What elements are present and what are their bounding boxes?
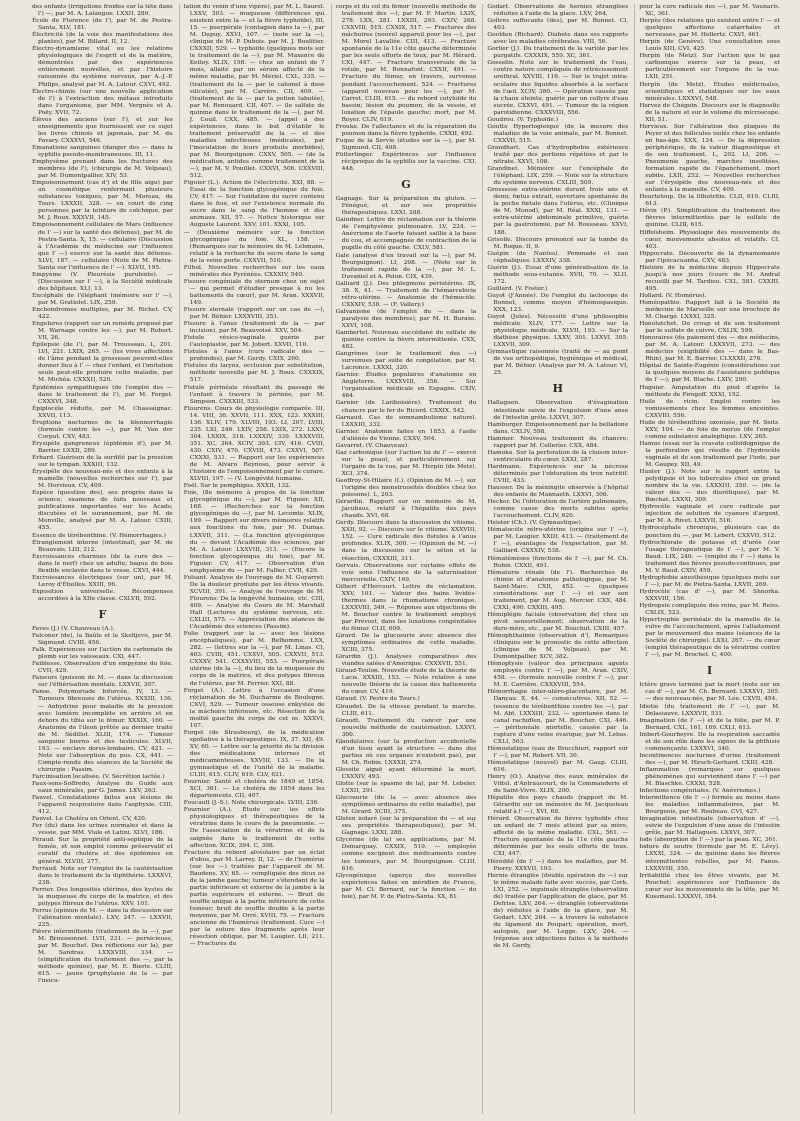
index-entry: Hydropsie compliquée des reins, par M. Reiss. CXLIX, 523. (639, 602, 780, 617)
index-entry: Imbert-Gourbeyre. De la respiration saccadée et de son rôle dans les signes de la phthisie commençante. LXXXVI, 340. (639, 731, 780, 752)
index-entry: Falconer (de), la Baûle et le Skelljevo, par M. Sigmund. CVIII, 456. (32, 633, 173, 647)
index-entry: Huile de térébenthine ozonisée, par M. Seitz. XXV, 104. — de foie de morue (de l'emploi comme substance analeptique. LXV, 265. (639, 419, 780, 440)
index-entry: Empoisonnement cellulaire de Mars (influence de l' —) sur la santé des détenus), par M. de Pestra-Santa. X, 15. — cellulaire (Discussion à l'Académie de médecine sur l'influence que l' —) exerce sur la santé des détenus. XLVI, 187. — cellulaire (Note de M. Pietra-Santa sur l'influence de l' —). XLVII, 195. (32, 222, 173, 271)
index-entry: Goudrou. (V. Typhoïde.) (487, 116, 559, 123)
index-entry: Huile de ricin. Emploi contre les vomissements chez les femmes enceintes. CXXVIII, 556. (639, 398, 780, 419)
index-entry: Hémophthalmie (observation d'), Remarques cliniques sur le pronostic de cette affection (clinique de M. Velpeau), par M. Dumontpallier. XCV, 382. (487, 633, 629, 661)
index-entry: Grandhart. Cas d'hydrophobie extérieure traité par des portions répétées et par le nitrate. XXVI, 108. (487, 144, 629, 166)
index-entry: Hydrocèle vaginale et cure radicale par injection de solution de cyanure d'argent, par M. A. Rivet. LXXVII, 516. (639, 504, 780, 525)
index-entry: Fistule vésico-vaginale guérie par l'autoplastie, par M. Jobert. XXVII, 110. (183, 335, 325, 349)
index-column (331, 4, 477, 1114)
index-entry: Hépatite des pays chauds (rapport de M. Gérardin sur un mémoire de M. Jacqueleau relatif à l' —), XVI, 68. (487, 795, 629, 816)
index-entry: Fauvel. Le Choléra en Orient. CV, 420. (32, 816, 147, 823)
index-entry: pour la cure radicale des —), par M. Vaunaris. XC, 361. (639, 4, 780, 18)
index-entry: Irritabilité chez les êtres vivants, par M. Pouchet; expériences sur l'influence du cœur sur les mouvements de la tête, par M. Kussmaul. LXXXVI, 384. (639, 872, 780, 900)
index-entry: Hausser. De la méningite observée à l'hôpital des enfants de Mannaeth. LXXVI, 306. (487, 485, 629, 499)
index-entry: Guérin (J.). Essai d'une généralisation de la méthode sous-cutanée. XVII, 70. — XLII, 172. (487, 264, 629, 285)
index-entry: Hôpital de Sainte-Eugénie (considérations sur la quelques moyens de l'assistance publique de l' —), par M. Blache. LXIV, 290. (639, 363, 780, 384)
index-entry: Homéopathie. Rapport fait à la Société de médecine de Marseille sur une brochure de M. Chargé. LXXXI, 325. (639, 299, 780, 321)
index-entry: Fièvre intermittente (traitement de la —), par M. Broussonnet. LVII, 231. — pernicieuse, par M. Bouchet. Des réflexions sur la), par M. Sandras. LXXXVIII, 334. — (simplification du traitement des —, par la méthode quinine), par M. E. Bierie. CLIII, 615. — jaune (prophylaxie de la — par l'inocu- (32, 929, 173, 985)
index-entry: Glossite aiguë ayant déterminé la mort. CXXXIV, 493. (335, 766, 477, 780)
index-entry: Garnaud. Cas de somnambulisme naturel. LXXXIII, 332. (335, 414, 477, 428)
index-entry: Glycogénique (aperçu des nouvelles expériences faites en méridien de France, par M. Cl. Bernard, sur la fonction — du foie), par M. P. de Pietra-Santa. XX, 81. (335, 872, 477, 900)
index-entry: Fistules du larynx, occlusion par substitution, méthode nouvelle par M. J. Roux. CXXXIX, 517. (183, 363, 325, 384)
index-entry: Hecker. De l'obturation de l'artère pulmonaire, comme cause des morts subites après l'accouchement. CLIV, 620. (487, 499, 629, 520)
index-entry: Féraud. Sur la propriété anti-septique de la fumée, et son emploi comme préservatif et curatif du choléra et des épidémies en général. XLVIII, 277. (32, 837, 173, 865)
index-entry: Hydrocéphale chronique, plusieurs cas de ponction du —, par M. Lebert. CXXVII, 512. (639, 525, 780, 539)
index-entry: Encéphale de l'éléphant (mémoire sur l' —), par M. Gratiolet. LIX, 259. (32, 292, 173, 306)
index-entry: Grisolle. Discours prononcé sur la tombe de M. Roque. II, 9. (487, 236, 629, 250)
index-entry: Excroissances charnues (de la cure des — dans le nerf) chez un adulte; bague de bois flexible enclavée dans le vesse. CXVI, 444. (32, 553, 173, 574)
index-entry: Giraudet. De la vitesse pendant la marche. CLIII, 611. (335, 703, 477, 717)
index-entry: Hémoptysie (valeur des principaux agents employés contre l' —), par M. Aran. CXIV, 458. — (formule nouvelle contre l' —), par M. E. Carrière. CXXXVIII, 554. (487, 661, 629, 689)
index-entry: Hunter (J.). Note sur le rapport entre la polydipsie et les tubercules chez un grand nombre de la vie. LXXXIII, 350. — (de la valeur des — des diurétiques), par M. Bœchat. LXXXI, 309. (639, 469, 780, 504)
index-entry: Henry (O.). Analyse des eaux minérales de Vittel. d'Antraucourt, de la Commanderie et du Saint-Vivre. XLIX, 200. (487, 773, 629, 795)
index-entry: Frouke. De l'allectance et de la réparation du poumon dans la fièvre typhoïde. CXXII, 492. (335, 123, 477, 137)
index-entry: Foucault (J.-S.). Note chirurgicale. LVIII, 236. (183, 800, 320, 807)
index-entry: Électricité (de la voie des manifestations des plantes), par M. Billard. II, 12. (32, 32, 173, 46)
index-entry: Fracture du rebord alvéolaire par un éclat d'obus, par M. Larrey. II, 12. — de l'humérus (sur les —) traitées par l'appareil de M. Baudens. XV, 65. — compliquée des deux os de la jambe gauche; tumeur s'étendant de la partie inférieure et externe de la jambe à la partie supérieure et externe. — Bruit de souffle unique à la partie inférieure de cette tumeur; bruit de souffle double à la partie moyenne, par M. Orré. XVIII, 75. — Fracture ancienne de l'humérus (traitement. Cure —) par la suture des fragments après leur résection oblique, par M. Laugier. LII, 211. — Fractures du (183, 849, 325, 948)
index-entry: Flourens. Cours de physiologie comparée. III, 14. VIII, 36. XXVII, 111. XXX, 123. XXXIII, 136. XLIV, 179. XLVIII, 193. LI, 207. LVIII, 235. LXI, 246. LXIV, 258. LXIX, 272. LXXV, 304. LXXIX, 318. LXXXIV, 339. LXXXVIII, 351. XC, 364. XCIV, 393. CIV, 416. CVIII, 430. CXIV, 470. CXVIII, 473. CXXVI, 507. CXXXI, 531. — Rapport sur les expériences de M. Alvaro Reynoso, pour servir à l'histoire de l'empoisonnement par le curare. XLVIII, 197. — (V. Longévité humaine. (183, 405, 325, 483)
index-column (179, 4, 325, 1114)
index-entry: Essence de térébenthine. (V. Hémorrhagies.) (32, 532, 166, 539)
index-entry: Geoffroy-St-Hilaire (I.). (Opinion de M. —), sur l'origine des monstruosités doubles chez les poissons). L, 203. (335, 478, 477, 499)
index-entry: Hardmann. Expériences sur la nécrose déterminée par l'obturation du tron nutritif. CVIII, 433. (487, 463, 629, 484)
index-entry: Hémostatique (eau de Brocchieri, rapport sur l' —), par M. Robert. VII, 30. (487, 745, 629, 759)
index-entry: Éruptions nocturnes de la blennorrhagie (formule contre les —), par M. Van der Corput. CXV, 483. (32, 419, 173, 440)
index-entry: Filhol. Nouvelles recherches sur les eaux minérales des Pyrénées. CXXXIV, 540. (183, 264, 325, 278)
index-entry: Espèce (question des), ses progrès dans la science; examens de faits nouveaux et publications importantes sur les Acads; discutées et le surannement, par M. de Monville, analysé par M. A. Latour. CXIII, 455. (32, 490, 173, 532)
index-entry: Gambertel. Nouveau succédané du sulfate de quinine contre la fièvre intermittente. CXX, 482. (335, 330, 477, 351)
index-entry: Guyot (J'Année). De l'emploi du laclocope de Bonnet, comme moyen d'hémospasique. XXX, 123. (487, 292, 629, 314)
index-entry: Gilbert d'Hercourt. Lettre de réclamation. XXV, 101. — Valeur des bains lividés-thermes dans le rhumatisme chronique. LXXXVIII, 349. — Réponse aux objections de M. Boucher contre le traitement employé par Prévost, dans les luxations congénitales du fémur. CLII, 609. (335, 583, 477, 632)
index-entry: Électro-dynamisme vital ou les relations physiologiques de l'esprit et de la matière, démontrées par des expériences entièrement nouvelles, et par l'histoire raisonnée du système nerveux, par A.-J.-P. Philips, analysé par M. A. Latour. CXVI, 492. (32, 46, 173, 88)
index-entry: Incontinences nocturnes d'urine (traitement des —), par M. Hirsch-Gerhard. CXIII, 428. (639, 752, 780, 766)
index-entry: Forget (A.). Lettre à l'occasion d'une réclamation de M. Ducharme de Boulogne. CXVI, 529. — Tumeur osseuse enkystée de la mâchoire inférieure, etc. Résection de la moitié gauche du corps de cet os. XXXVI, 107. (183, 687, 325, 729)
index-entry: Histoire de la médecine depuis Hippocrate jusqu'à nos jours (cours de M. Andral recueilli par M. Tardieu. CXL, 581. CXXIII, 495. (639, 264, 780, 292)
index-entry: Hernie étranglée (double opération de —) sur le même malade faite avec succès, par Cork. LXI, 252. — inguinale étranglée (observation de) traitée par l'application de glace, par M. Defrise. LXV, 264. — étranglée (observations de) réduites à l'aide de la glace, par M. Godart. LXV, 264. — à travers la substance du ligament de Poupart; opération, mort, autopsie, par M. Legge. LXV, 264. — (réponse aux objections faites à la méthode de M. Gerdy, (487, 872, 629, 950)
index-entry: Ictère grave terminé par la mort (note sur un cas d' —), par M. Ch. Bernard. LXXXVI, 305. — des nouveau-nés, par M. Lée. CXVII, 454. (639, 682, 780, 703)
index-entry: Heister (Ch.). (V. Gymnastique). (487, 520, 583, 527)
index-entry: Guyot (Jules). Nécessité d'une philosophie médicale. XLIV, 177. — Lettre sur la physiologie médicale. XLVII, 193. — Sur la diathèse physique. LXXV, 301. LXXVI, 305. LXXVII, 309. (487, 314, 629, 349)
index-entry: Hypertrophie perinéale de la mamelle de la vulve de l'accouchement, après l'allaitement par le mouvement des mains (séances de la Société de chirurgie). LXXI, 267. — du cœur (emploi thérapeutique de la vératrine contre l' —), par M. Brochet. C, 400. (639, 617, 780, 659)
index-entry: Huguier. Amputation du pied d'après la méthode de Pirogoff. XXXI, 152. (639, 384, 780, 398)
index-entry: Empyème (V. Pleurésie purulente). — (Discussion sur l' —), à la Société médicale des hôpitaux. XLI, 13. (32, 271, 173, 292)
index-entry: Gérardin. Rapport sur un mémoire de M. Jacubaus, relatif à l'hépatite des pays chauds. XVI, 68. (335, 499, 477, 520)
index-entry: Faiseurs (poisson de M. — dans la discussion sur l'éthérisation mentale. LXXVII, 307. (32, 675, 173, 689)
index-entry: — (Deuxième mémoire sur la fonction glycogénique du foie. XL, 158. — (Remarques sur le mémoire de M. Lehmann, relatif à la recherche du sucre dans le sang de la veine porte. CXXVII, 510. (183, 229, 325, 264)
index-entry: Grossesse extra-utérine durant trois ans et demi; fœtus extrait, ouverture spontanée de la poche fœtale dans l'utérus, etc. (Clinique de M. Monod), par M. Réal. XXXI, 131. — extra-utérine abdominale primitive, guérie par la gastrotomie, par M. Rousseau. XXVI, 188. (487, 187, 629, 236)
index-entry: Goutte Hyperlogieique (de la mesure des maladies de la voie animale, par M. Bonnet. CXXVII, 515. (487, 123, 629, 144)
index-entry: Foël. Sur le pemphigus. XXXII, 132. (183, 483, 291, 490)
index-entry: Hématémèses (fonctions de l' —), par M. Ch. Robin. CXXII, 491. (487, 555, 629, 569)
index-entry: Hamburger. Empoisonnement par la belladone dans. CXLIV, 598. (487, 421, 629, 435)
index-entry: Fauvel. Constatations faites aux lésions de l'appareil respiratoire dans l'asphyxie. CIII, 412. (32, 795, 173, 816)
index-entry: Hiffelsheim. Physiologie des mouvements du cœur, mouvements absolus et relatifs. CI, 403. (639, 229, 780, 250)
index-entry: Hémiplégie faciale (observation de) chez un pivot sensoriellement; observation de la dure-mère, etc., par M. Bouchut. CXIII, 457. (487, 611, 629, 632)
index-entry: Épilepsie (de l'), par M. Trousseau. L, 201. LVI, 221. LXIX, 265. — (les vives affections de l'âme pendant la grossesse peuvent-elles donner lieu à l' — chez l'enfant, et l'imitation seule peut-elle produire cette maladie, par M. Michéa. CXXXII, 520. (32, 342, 173, 384)
index-entry: Ferraud. Note sur l'emploi de la cautérisation dans le traitement de la diphthérie. LXXXVI, 238. (32, 865, 173, 886)
index-entry: Guillard. (V. Foster.) (487, 285, 548, 292)
index-entry: Herpin (de Metz). Études médicinales, scientifiques et statistiques sur les eaux minérales. LXXXVI, 548. (639, 81, 780, 102)
index-column (634, 4, 780, 1114)
index-entry: Ferrier. Des longosités utérines, des kystes de la muqueuse du corps de la matrice, et des polypes fibreux de l'utérus. XXV, 101. (32, 886, 173, 907)
index-column (482, 4, 628, 1114)
index-entry: Gluten iodaré (sur la préparation du — et sur ses propriétés thérapeutiques), par M. Gagnage. LXXI, 288. (335, 816, 477, 837)
index-entry: Garnier (de Lariboisière). Traitement du chancre par le fer de Ricord. CXXIX, 542. (335, 400, 477, 414)
index-entry: Hydrocèle (cas d' —), par M. Shnorka. XXXVIII, 156. (639, 588, 780, 602)
index-entry: Imagination (de l' —) et de la folie, par M. P. Bernard. CXL, 161, 169. CXLI, 613. (639, 717, 780, 731)
index-entry: Faux-sens-Soffredo, Analyse du Guide aux eaux minérales, par G. James. LXV, 263. (32, 781, 173, 795)
index-entry: Gorlier (J.). Du traitement de la variole par les purgatifs. CXXXIX, 559. XC, 361. (487, 46, 629, 60)
index-entry: Hémostatique (nouvel) par M. Gaup. CLIII, 616. (487, 759, 629, 773)
index-entry: Gaindner. Lettre de réclamation sur la théorie de l'emphysème pulmonaire. LV, 224. — Anévrisme de l'aorte faisant saillie à la base du cou, et accompagnée de contraction de la pupille du côté gauche. CXLV, 581. (335, 217, 477, 252)
index-entry: Glucosurie (de la — avec absence des symptômes ordinaires de cette maladie), par M. Girard. XCIII, 375. (335, 795, 477, 816)
section-letter: G (401, 178, 411, 192)
index-entry: Heurteloup. De la lithotritie. CLII, 610. CLIII, 613. (639, 194, 780, 208)
index-entry: Girard. De la glucosurie avec absence des symptômes ordinaires de cette maladie. XCIII, 375. (335, 633, 477, 654)
index-entry: Excroissances électriques (sur un), par M. Leroy d'Étiolles. XXIII, 96. (32, 574, 173, 588)
index-entry: Fournier. Santé et choléra de 1849 et 1854. XCI, 361. — Le choléra de 1854 dans les départements. CII, 407. (183, 779, 325, 800)
section-letter: H (552, 382, 563, 396)
index-entry: Fissure à l'anus (traitement de la — par incision), par M. Beauvoisé. XXV, 504. (183, 321, 325, 335)
index-entry: Grandinet. Mémoire sur l'encéphale de l'éléphant. LIX, 259. — Note sur la structure du système nerveux. CXLIII, 509. (487, 166, 629, 187)
index-entry: Glotte (sur le spasme de la), par M. Lebeler. LXXII, 291. (335, 781, 477, 795)
index-entry: Empoisonnement (cas d') et de fille aigu) par un cosmétique renfermant plusieurs substances toxiques, par M. Moreau, de Tours. LXXXII, 328. — en court de cinq personnes par la teinture de colchique, par M. J. Roux. XXXVII, 145. (32, 180, 173, 222)
section-letter: F (98, 607, 107, 621)
index-entry: corps et du col du fémur (nouvelle méthode de traitement des —), par M. F. Martin. LXIX, 278. LXX, 281. LXXIII, 293. CXIV, 268. CXXVIII, 515. CXXIX, 517. — Fractures des mâchoires (nouvel appareil pour les —), par M. Morel Lavallée. CIII, 413. — Fracture spontanée de la 11e côte gauche déterminée par les seuls efforts de toux, par M. Hérard. CXI, 447. — Fracture transversale de la rotule, par M. Bonnafont. CXXII, 491. — Fracture du fémur, en travers, survenue pendant l'accouchement. 524. — Fractures (appareil nouveau pour les —), par M. Carret. CLIII, 615. — du rebord cotyloïde du bassin; lésion du poumon, de la vessie, et luxation de l'épaule gauche; mort, par M. Royer. CLIV, 619. (335, 4, 477, 123)
index-entry: Fistules à l'anus (cure radicale des — profondes), par M. Gerdy. CXIX, 260. (183, 349, 325, 363)
index-entry: Herpès (des relations qui existent entre l' — et quelques affections catarrhales et nerveuses, par M. Hellertz. CXVI, 461. (639, 18, 780, 39)
index-entry: Hémorrhagie inter-utéro-placentaire, par M. Danyau. X, 44. — consécutives. XII, 52. — (essence de térébenthine contre les —), par M. Abt. LXXXIII, 232. — spontanée dans le canal rachidien, par M. Boucher. CXI, 446. — péritonéale mortelle, causée par la rupture d'une veine ovarique, par M. Lebas. CXLI, 563. (487, 689, 629, 745)
index-entry: Faves (J.) (V. Chauveau (A.). (32, 625, 115, 632)
index-entry: Gervais. Observations sur certains effets de voie sons l'influence de la saturnisation mercurielle. CXIV, 169. (335, 562, 477, 583)
index-entry: Hammer. Nouveau traitement du chancre; rapport par M. Cullerier. CXX, 484. (487, 435, 629, 449)
index-entry: Hallaguen. Observation d'évagination intestinale suivie de l'expulsion d'une anse de l'intestin grêle. LXXVI, 307. (487, 400, 629, 421)
index-entry: Fistule périnéale résultant du passage de l'enfant à travers le périnée, par M. Simpson. CXXXIII, 533. (183, 384, 325, 405)
index-entry: Garnier. Anatomie faites en 1853, à l'asile d'aliénés de Vienne. CXXV, 504. (335, 428, 477, 442)
index-entry: Hervieux. Sur l'altération des plaques de Peyer et des follicules isolés chez les enfants en bas-âge. XXX, 124. — De la dépression périphérique, de la valeur diagnostique et de son traitement. L, 202. LI, 206. — Pneumonie gauche, marches insolitées, formation rapide de l'épanchement, mort subite. LXII, 252. — Nouvelles recherches sur l'érysipèle des nouveau-nés et des enfants à la mamelle. CV, 409. (639, 123, 780, 194)
index-entry: Hérédité (de l' —) dans les maladies, par M. Piorry. XXXVII, 193. (487, 858, 629, 872)
index-entry: Fütterlinger. Expériences sur l'influence réciproque de la syphilis sur la vaccine. CXI, 448. (335, 151, 477, 173)
index-entry: Herpin (de Metz). Sur l'action que le gaz carbonique exerce sur la peau, et particulièrement sur l'organe de la vue. LXII, 251. (639, 53, 780, 81)
index-entry: Glandulaires (sur la production accidentelle d'un tissu ayant la structure — dans des parties où ces organes n'existent pas), par M. Ch. Robin. LXXXII, 274. (335, 738, 477, 766)
index-entry: Intermittence (de l' —) formée au moins dans les maladies inflammatoires, par M. Bourgeois, par M. Roubeau. CVI, 427. (639, 795, 780, 816)
index-entry: Inflammation (remarques sur quelques phénomènes qui surviennent dans l' —) par M. Blaschke. CXXXI, 528. (639, 766, 780, 788)
index-entry: Gavarret. (V. Chauveau). (335, 442, 410, 449)
index-entry: Erhard. Guérison de la surdité par la pression sur le tympan. XXXIII, 132. (32, 455, 173, 469)
index-entry: Exposition universelle. Récompenses accordées à la XIIe classe. CXLVII, 592. (32, 588, 173, 602)
index-entry: Étranglement interne (intestinal), par M. de Beauvais. LIII, 212. (32, 539, 173, 553)
index-entry: Emanations sanguines (danger des — dans la syphilis pseudo-membraneuses. III, 11. (32, 144, 173, 158)
index-entry: Iode (absorption de l' —) par la peau. XC, 361. (639, 837, 778, 844)
index-entry: Honoraires (du paiement des — des médecins, par M. A. Latour. LXXXVII, 273. — des médecins (exigibilité des — dans le Bas-Rhin), par M. E. Barrier. CLXXXII, 276. (639, 335, 780, 363)
index-entry: École de Florence (de l'), par M. de Pestra-Santa, XLV, 181. (32, 18, 173, 32)
index-entry: Fissure congéniale du sternum chez un sujet — qui permet d'étudier presque à nu les battements du cœur), par M. Aran. XXXVII, 149. (183, 278, 325, 306)
index-entry: Élèves des anciens (sur l'), et sur les enseignements que fournissent sur ce sujet les livres chinois et japonais, par M. du Pavary. CXXXVI, 546. (32, 116, 173, 144)
index-entry: Iodure de soufre (formule par M. E. Lévy). LXXXI, 324. — de quinine dans les fièvres intermittentes rebelles, par M. Fanos. LXXXVIII, 350. (639, 844, 780, 872)
index-entry: Garnier. Études populaires d'anatomie en Angleterre. LXXXVIII, 356. — Sur l'organisation médicale en Espagne. CXIV, 464. (335, 372, 477, 400)
index-entry: Fer (du) dans les urines normales et dans la vessie, par MM. Viale et Latini. XLVI, 186. (32, 823, 173, 837)
index-column (32, 4, 173, 1114)
index-entry: Hervez de Chégoin. Discours sur le diagnostic de la nature et sur le volume du microscope. XII, 51. (639, 102, 780, 123)
index-entry: Figuier (L.). Action de l'électricité. XXI, 88. — Essai de la fonction glycogénique du foie. CV, 417. — Sur l'ozidation du sucre contenu dans le foie, et sur l'existence normale du sucre dans le sang de l'homme et des animaux. XII, 57. — Notice historique sur Auguste Laurent. XXV, 101. XXXI, 105. (183, 180, 325, 229)
section-letter: I (707, 664, 713, 678)
index-entry: Hippocrate. Découverte de la dynamomanie par l'ipécacuanha. CXV, 483. (639, 250, 780, 264)
index-entry: Gerdy. Discours dans la discussion du vitisme. XXII, 92. — Discours sur le vitisme. XXXVIII, 152. — Cure radicale des fistules à l'anus profondes. XLIX, 300. — (Opinion de M. —) dans la discussion sur le séton et la résection, CXXXIII, 311. (335, 520, 477, 562)
index-entry: Giraudt. Traitement du cancer par une nouvelle méthode de cautérisation. LXXVI, 300. (335, 717, 477, 738)
index-entry: Glycérine (de la) ses applications, par M. Demarquay. CXXIX, 519. — employée comme excipient des médicaments contre les tumeurs, par M. Bourguignon. CLIII, 616. (335, 837, 477, 872)
index-entry: Idiotie (du traitement de l' —), par M. Delasiauve. LXXXVII, 531. (639, 703, 780, 717)
index-entry: Faiblesse. Observation d'un empyème du foie. CVII, 429. (32, 661, 173, 675)
index-entry: Guépin (de Nantes). Pommade et eau céphaliques. LXXXIV, 338. (487, 250, 629, 264)
index-entry: des enfants (irrigations froides sur la tête dans l') —, par M. A. Lalangue. LXXII, 289. (32, 4, 173, 18)
index-entry: Électro-chimie (sur une nouvelle application de l') à l'extraction des métaux introduits dans l'organisme, par MM. Vergnès et A. Poëy. XVII, 72. (32, 88, 173, 116)
index-entry: Folsant. Analyse de l'ouvrage de M. Guyarret: De la douleur produite par les êtres vivants. XCVIII, 391. — Analyse de l'ouvrage de M. Flourens: De la longévité humaine, etc. CIII, 409. — Analyse du Cours de M. Marshall Hall (Lectures du système nerveux, etc. CXLIII, 575. — Appréciation des séances de l'Académie des sciences (Passim). (183, 574, 325, 631)
index-entry: Godart. Observations de hernies étranglées réduites à l'aide de la glace. LXV, 264. (487, 4, 629, 18)
index-entry: Folie (rapport sur la — avec les lésions encéphaliques), par M. Belhomme. LXX, 282. — (lettres sur la —), par M. Linas. CI, 403. CVIII, 451. CXXVI, 505. CXXVII, 513. CXXXV, 541. CXXXVIII, 553. — Puerpérale utérine (de la —), du lieu de la muqueuse du corps de la matrice, et des polypes fibreux de l'utérus, par M. Ferrier. XXI, 88. (183, 631, 325, 687)
index-entry: Galvanisme (de l'emploi du — dans la paralysie des membres), par M. H. Buraxe. XXVI, 108. (335, 308, 477, 329)
index-entry: Galliard (J.). Des phlegmons périutérins. IX, 38. X, 41. — Traitement de l'hémarcelocie rétro-utérine. — Anatomie de l'hémocèle. CXXXIV, 538. — (F. Vallery.) (335, 280, 477, 308)
index-entry: Infections congénitales. (V. Anévrismes.) (639, 788, 761, 795)
index-entry: Épidémies sympathiques (de l'emploi des — dans le traitement de l'), par M. Forget. CXXXVI, 348. (32, 384, 173, 405)
index-entry: Goolden (Richard). Diabète dans ses rapports avec les maladies cérébrales. VIII, 56. (487, 32, 629, 46)
index-entry: Hollard. (V. Homérus). (639, 292, 707, 299)
index-entry: Épiplocèle réduite, par M. Chassaignac. XXVII, 113. (32, 405, 173, 419)
index-entry: Falk. Expériences sur l'action du carbonate de plomb sur les vaisseaux. CXI, 447. (32, 647, 173, 661)
index-entry: lation du venin d'une vipère), par M. L. Saurel. LXXV, 303. — muqueuse (différences qui existent entre la — et la fièvre typhoïde), III, 15. — puerpérale (contagion dans la —), par M. Dupuy. XXVI, 107. — (note sur la —), clinique de M. P. Dubois. par M. J. Boulitier. CXXXII, 529. — typhoïde (quelques mots sur le traitement de la —), par M. Maxence de Ketley. XLIX, 198. — chez un enfant de 7 mois, allaité par un sérum affecté de la même maladie, par M. Mériel. CXL, 335. — (traitement de la — par le calomel à dose silicatée), par M. Carrère. CII, 409. — (traitement de la — par la potion tabulée), par M. Renouard. CII, 407. — (le salfate de quinine dans le traitement de la —), par M. J. Couil. CXX, 485. — (appel à des expériences, dans le but d'établir le traitement préservatif de la — et des maladies infectieuses (médicales), par l'inoculation de leurs produits morbides), par M. Bourguignon. CXXV, 505. — (de la médication, antides comme traitement de la —), par M. V. Pouillet. CXXVI, 506. CXXVIII, 512. (183, 4, 325, 180)
index-columns (32, 4, 780, 1114)
index-entry: Goîtres suffocants (des), par M. Bonnet. CI, 403. (487, 18, 629, 32)
index-entry: Gagnage. Sur la préparation du gluten. — Fénégué, et sur ses propriétés thérapeutiques. LXXI, 288. (335, 196, 477, 217)
index-entry: Hamoka. Sur la perforation de la cloison inter-ventriculaire du cœur. LXXI, 287. (487, 449, 629, 463)
index-entry: Forget (de Strasbourg), de la médication spoliative à la thérapeutique. IX, 37. XII, 49. XV, 60. — Lettre sur la priorité de la division des médications internes et médicamenteuses. XXVIII, 133. — De la gymnastique et de l'unité de la maladie. CLIII, 615. CLIV, 619. CLV, 621. (183, 729, 325, 779)
index-entry: Foie, (8e mémoire à propos de la fonction glycogénique du —), par M. Figuier. XII, 168. — (Recherches sur la fonction glycogénique du —), par M. Lecomte. XLIX, 199. — Rapport sur divers mémoires relatifs aux fonctions du foie, par M. Dumas. LXXVII, 311. — (La fonction glycogénique du — devant l'Académie des sciences, par M. A. Latour. LXXVIII, 313. — (Encore la fonction glycogénique du foie), par M. Figuier. CV, 417. — Observation d'un emphysème du — par M. Fallier. CVII, 429. (183, 490, 325, 574)
index-entry: Hydrophobie anesthésique (quelques mots sur l' —), par M. de Pietra-Santa. LXVII, 269. (639, 574, 780, 588)
index-entry: Fissure sternale (rapport sur un cas de —), par M. Béhier. LXXXVIII, 351. (183, 307, 325, 321)
index-entry: Engelures (rapport sur un remède proposé par M. Warnage contre les —), par M. Robert. VII, 26. (32, 321, 173, 342)
index-entry: Gymnastique raisonnée (traité de — au point de vue orthopédique, hygiénique et médical, par M. Béhier. (Analyse par M. A. Latour. VI, 25. (487, 349, 629, 377)
index-entry: Fuque de la Servie (études sur la —), par M. Sigmund. CII, 408. (335, 137, 477, 151)
index-entry: Enchondromes multiples, par M. Richet. CV, 422. (32, 307, 173, 321)
index-entry: Hévin (P.). Simplification du traitement des fièvres intermittentes par le sulfate de quinine. CLIII, 615. (639, 208, 780, 229)
index-entry: Hydrochlorate de potasse et d'urée (sur l'usage thérapeutique de l' —), par M. V. Baud. LIX, 240. — (emploi de l' —) dans le traitement des fièvres pseudo-continues, par M. V. Baud. CXIV, 459. (639, 539, 780, 574)
index-entry: Gaz carbonique (sur l'action lui de l' — exercé sur la peau), et particulièrement sur l'organe de la vue, par M. Herpin (de Metz). XCI, 374. (335, 449, 477, 477)
index-entry: Emphysème prenant dans les fractures des membres (de l'), (chirurgie de M. Velpeau), par M. Dumontpallier. XIV, 53. (32, 159, 173, 180)
index-entry: Gangrènes (sur le traitement des —) survenues par suite de congélation, par M. Lacronce. LXXXI, 320. (335, 351, 477, 372)
index-entry: Hématurie rénale (de l'). Recherches de chimie et d'anatomie pathologique, par M. Saint-Marc. CXII, 452. — (quelques considérations sur l' —) et sur son traitement, par M. Aug. Mercier. CXX, 484. CXXI, 490. CXXIII, 495. (487, 569, 629, 611)
index-entry: Gale (analyse d'un travail sur la —), par M. Bourguignon). LI, 208. — (Note sur le traitement rapide de la —), par M. L. Duvaniel et A. Pelon. CIX, 439. (335, 252, 477, 280)
index-entry: Ferrus (opinion de M. — dans la discussion sur l'aliénation mentale). LXV, 247. — LXXVII, 225. (32, 907, 173, 928)
index-entry: Gosselin. Note sur le traitement de l'eau, contre nature compliquée de rétrécissement uréthral. XXVIII, 116. — Sur le trajet intra-oculaire des liquides absorbés à la surface de l'œil. XCIV, 380. — Opération causée par la chaux éteinte, guérie par un collyre d'eau sucrée. CXXVI, 491. — Tumeur de la région parotidienne. CXXXVIII, 556. (487, 60, 629, 116)
index-entry: Honolutchet. Du croup et de son traitement par le sulfate de cuivre. CXLIX, 599. (639, 321, 780, 335)
index-entry: Herpin (de Genève). Une consultation sous Louis XIII. CVI, 425. (639, 39, 780, 53)
index-entry: Érysipèle gangreneux (épidémie d'), par M. Barrier. LXXII, 289. (32, 440, 173, 454)
index-entry: Érysipèle des nouveau-nés et des enfants à la mamelle (nouvelles recherches sur l'), par M. Hervieux. CV, 409. (32, 469, 173, 490)
index-entry: Invagination intestinale (observation d' —), suivie de l'expulsion d'une anse de l'intestin grêle, par M. Hallaguen. LXXVI, 307. (639, 816, 780, 837)
index-entry: Giraud-Teulon. Nouvelle étude de la théorie de Lacis. XXXIII, 153. — Note relative à une nouvelle théorie de la cause des battements du cœur. CV, 419. (335, 668, 477, 696)
index-entry: Fanse. Polymoriade bifurcée, IV, 13. — Tumeurs fibreuses de l'utérus. XXXIII, 136. — Anhydrine pour maladie de la pression avec lumière incomplète en arrière et en dehors du tibia sur le fémur. XXXIX, 160. — Anatomie de l'ileon prêtée au dernier traité de M. Sédillot. XLIII, 174. — Tumeur sanguine bierno et des testicules. XLVII, 193. — enclave dorso-lombaire. CV, 421. — Note sur l'absorption du pus. CX, 441. — Compte-rendu des séances de la Société de chirurgie : Passim. (32, 689, 173, 773)
index-entry: Hématocèle rétro-utérine (origine sur l' —), par M. Laugier. XXIII, 413. — (traitement de l' —), avantages de l'expectation, par M. Galliard. CXXXIV, 538. (487, 527, 629, 555)
index-entry: Hamus (essai sur la cravate colloïdognique de la perforation qui résulte de l'hydrocèle vaginale et de son traitement par l'iode, par M. Gaupey. XII, 49. (639, 440, 780, 469)
index-entry: Girardin (J.). Analyses comparatives des viandes salées d'Amérique. CXXXVII, 551. (335, 654, 477, 668)
index-entry: Fournier (A.). Étude sur les effets physiologiques et thérapeutiques de la vératrine dans le cours de la pneumonie. — De l'association de la vératrine et de la saignée dans le traitement de cette affection. XCIX, 394. C, 398. (183, 807, 325, 849)
index-entry: Farcinisation localisée. (V. Sécrétion lactée.) (32, 773, 165, 780)
index-entry: Hérard. Observation de fièvre typhoïde chez un enfant de 7 mois atteint par sa mère, affecté de la même maladie. CXL, 561. — Fracture spontanée de la 11e côte gauche déterminée par les seuls efforts de toux. CXI, 447. (487, 816, 629, 858)
index-entry: Giraud. (V. Pestre de Tours.) (335, 696, 420, 703)
